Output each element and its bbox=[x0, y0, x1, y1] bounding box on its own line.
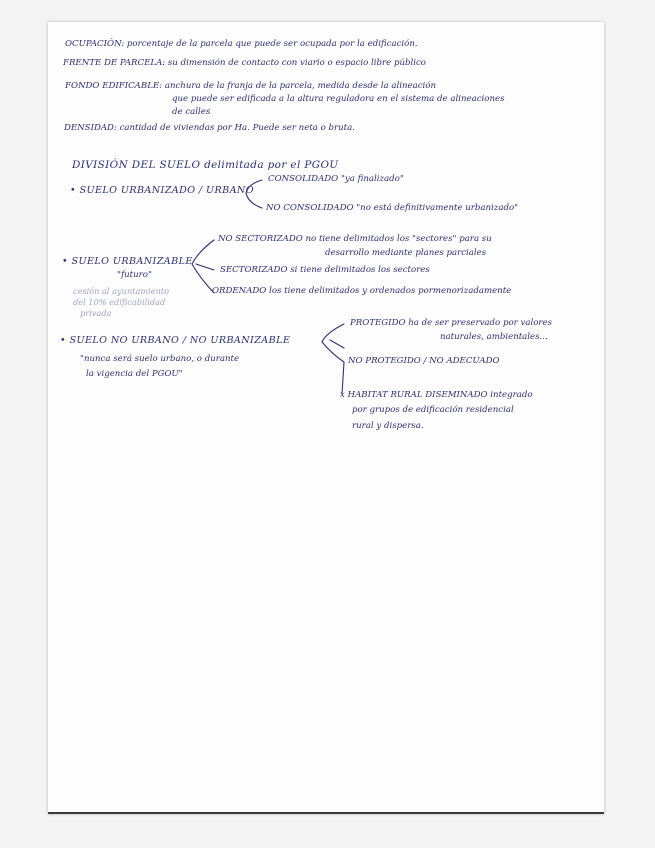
no-urbanizable-quote-line1: "nunca será suelo urbano, o durante bbox=[80, 354, 240, 364]
no-urbanizable-protegido: PROTEGIDO ha de ser preservado por valores bbox=[350, 318, 552, 328]
habitat-rural-line3: rural y dispersa. bbox=[352, 421, 424, 431]
suelo-urbanizable-label: • SUELO URBANIZABLE bbox=[62, 256, 193, 267]
urbanizable-no-sectorizado: NO SECTORIZADO no tiene delimitados los "sectores" para su bbox=[218, 234, 492, 244]
bracket-urbanizable-mid bbox=[196, 264, 214, 270]
definition-fondo-line3: de calles bbox=[172, 107, 211, 117]
no-urbanizable-no-protegido: NO PROTEGIDO / NO ADECUADO bbox=[348, 356, 500, 366]
urbanizable-sectorizado: SECTORIZADO si tiene delimitados los sectores bbox=[220, 265, 430, 275]
urbanizado-no-consolidado: NO CONSOLIDADO "no está definitivamente urbanizado" bbox=[266, 203, 519, 213]
suelo-no-urbanizable-label: • SUELO NO URBANO / NO URBANIZABLE bbox=[60, 335, 291, 346]
bracket-no-urbanizable-mid bbox=[330, 340, 344, 348]
urbanizable-subtitle: "futuro" bbox=[117, 270, 152, 280]
definition-densidad: DENSIDAD: cantidad de viviendas por Ha. Puede ser neta o bruta. bbox=[64, 123, 355, 133]
urbanizable-no-sectorizado-line2: desarrollo mediante planes parciales bbox=[325, 248, 487, 258]
urbanizado-consolidado: CONSOLIDADO "ya finalizado" bbox=[268, 174, 404, 184]
urbanizable-note-line2: del 10% edificabilidad bbox=[73, 297, 166, 307]
definition-fondo-line2: que puede ser edificada a la altura reguladora en el sistema de alineaciones bbox=[172, 94, 505, 104]
section-title: DIVISIÓN DEL SUELO delimitada por el PGOU bbox=[72, 159, 339, 171]
bracket-no-urbanizable bbox=[322, 324, 344, 394]
urbanizable-ordenado: ORDENADO los tiene delimitados y ordenados pormenorizadamente bbox=[212, 286, 512, 296]
definition-frente-parcela: FRENTE DE PARCELA: su dimensión de contacto con viario o espacio libre público bbox=[63, 58, 426, 68]
habitat-rural-diseminado: x HABITAT RURAL DISEMINADO integrado bbox=[340, 390, 533, 400]
urbanizable-note-line1: cesión al ayuntamiento bbox=[73, 286, 170, 296]
bracket-urbanizado bbox=[246, 180, 262, 208]
suelo-urbanizado-label: • SUELO URBANIZADO / URBANO bbox=[70, 185, 254, 196]
no-urbanizable-protegido-line2: naturales, ambientales... bbox=[440, 332, 548, 342]
definition-ocupacion: OCUPACIÓN: porcentaje de la parcela que puede ser ocupada por la edificación. bbox=[65, 39, 418, 49]
no-urbanizable-quote-line2: la vigencia del PGOU" bbox=[86, 369, 183, 379]
definition-fondo-edificable: FONDO EDIFICABLE: anchura de la franja de la parcela, medida desde la alineación bbox=[65, 81, 436, 91]
habitat-rural-line2: por grupos de edificación residencial bbox=[352, 405, 514, 415]
urbanizable-note-line3: privada bbox=[80, 308, 112, 318]
